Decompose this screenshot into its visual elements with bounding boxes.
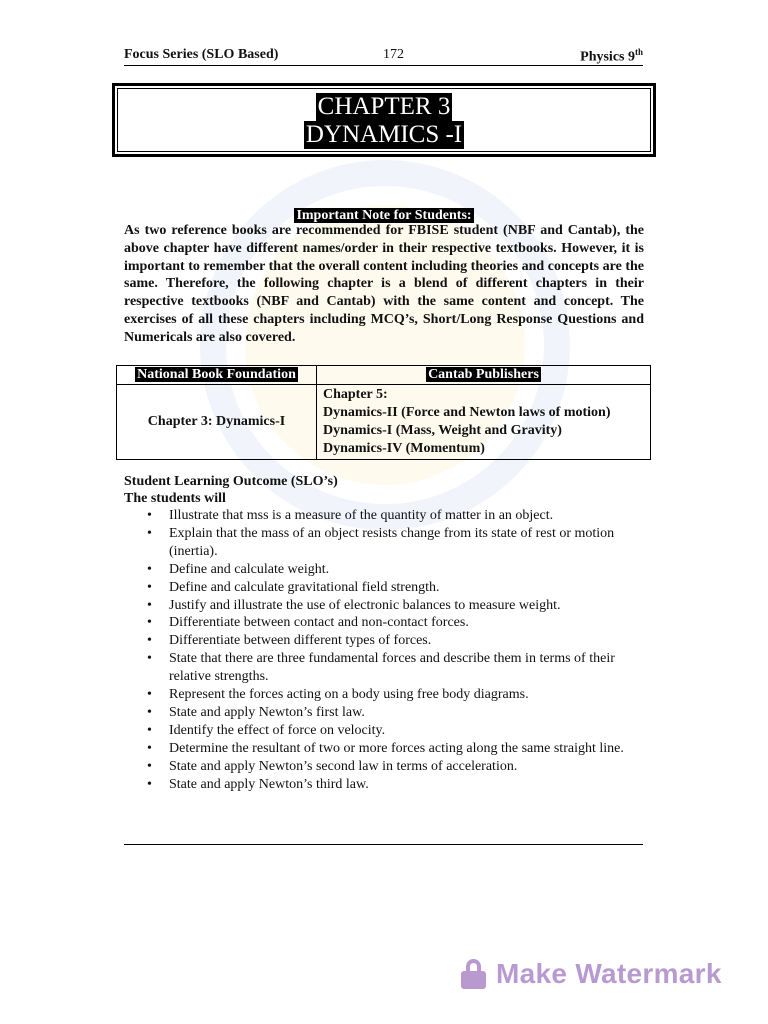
list-item: • Define and calculate gravitational field strength. (169, 579, 639, 597)
cantab-line: Chapter 5: (323, 387, 388, 402)
lock-icon (461, 959, 486, 989)
page-header (124, 46, 643, 66)
table-cell-cantab (317, 385, 651, 460)
list-item: • Explain that the mass of an object resists change from its state of rest or motion (inertia). (169, 525, 639, 561)
note-heading: Important Note for Students: (296, 208, 472, 223)
list-item: • Differentiate between contact and non-contact forces. (169, 614, 639, 632)
list-item: • Illustrate that mss is a measure of the quantity of matter in an object. (169, 507, 639, 525)
series-title: Focus Series (SLO Based) (124, 47, 279, 62)
slo-subheading: The students will (124, 491, 226, 506)
cantab-line: Dynamics-IV (Momentum) (323, 441, 485, 456)
list-item: • State and apply Newton’s second law in terms of acceleration. (169, 758, 639, 776)
list-item: • Identify the effect of force on velocity. (169, 722, 639, 740)
chapter-name: DYNAMICS -I (305, 121, 463, 148)
chapter-number: CHAPTER 3 (317, 93, 451, 120)
slo-heading-block (124, 473, 338, 507)
table-header-cantab: Cantab Publishers (317, 366, 651, 385)
textbook-mapping-table (116, 365, 651, 460)
table-header-nbf: National Book Foundation (117, 366, 317, 385)
watermark-text: Make Watermark (496, 958, 722, 989)
cantab-line: Dynamics-I (Mass, Weight and Gravity) (323, 423, 562, 438)
list-item: • State and apply Newton’s first law. (169, 704, 639, 722)
list-item: • Represent the forces acting on a body using free body diagrams. (169, 686, 639, 704)
list-item: • Differentiate between different types of forces. (169, 632, 639, 650)
slo-list (169, 507, 639, 794)
cantab-line: Dynamics-II (Force and Newton laws of motion) (323, 405, 611, 420)
page-number: 172 (383, 47, 404, 62)
list-item: • State and apply Newton’s third law. (169, 776, 639, 794)
chapter-title-box (112, 83, 656, 157)
list-item: • State that there are three fundamental forces and describe them in terms of their relative strengths. (169, 650, 639, 686)
slo-heading: Student Learning Outcome (SLO’s) (124, 474, 338, 489)
table-cell-nbf: Chapter 3: Dynamics-I (117, 385, 317, 460)
note-paragraph: As two reference books are recommended for FBISE student (NBF and Cantab), the above chapter have different names/order in their respective textbooks. However, it is important to remember that the overall content including theories and concepts are the same. Therefore, the following chapter is a blend of different chapters in their respective textbooks (NBF and Cantab) with the same content and concept. The exercises of all these chapters including MCQ’s, Short/Long Response Questions and Numericals are also covered. (124, 223, 644, 345)
watermark (461, 956, 722, 992)
list-item: • Define and calculate weight. (169, 561, 639, 579)
footer-divider (124, 844, 643, 845)
list-item: • Determine the resultant of two or more forces acting along the same straight line. (169, 740, 639, 758)
list-item: • Justify and illustrate the use of electronic balances to measure weight. (169, 597, 639, 615)
subject-title: Physics 9th (580, 47, 643, 65)
